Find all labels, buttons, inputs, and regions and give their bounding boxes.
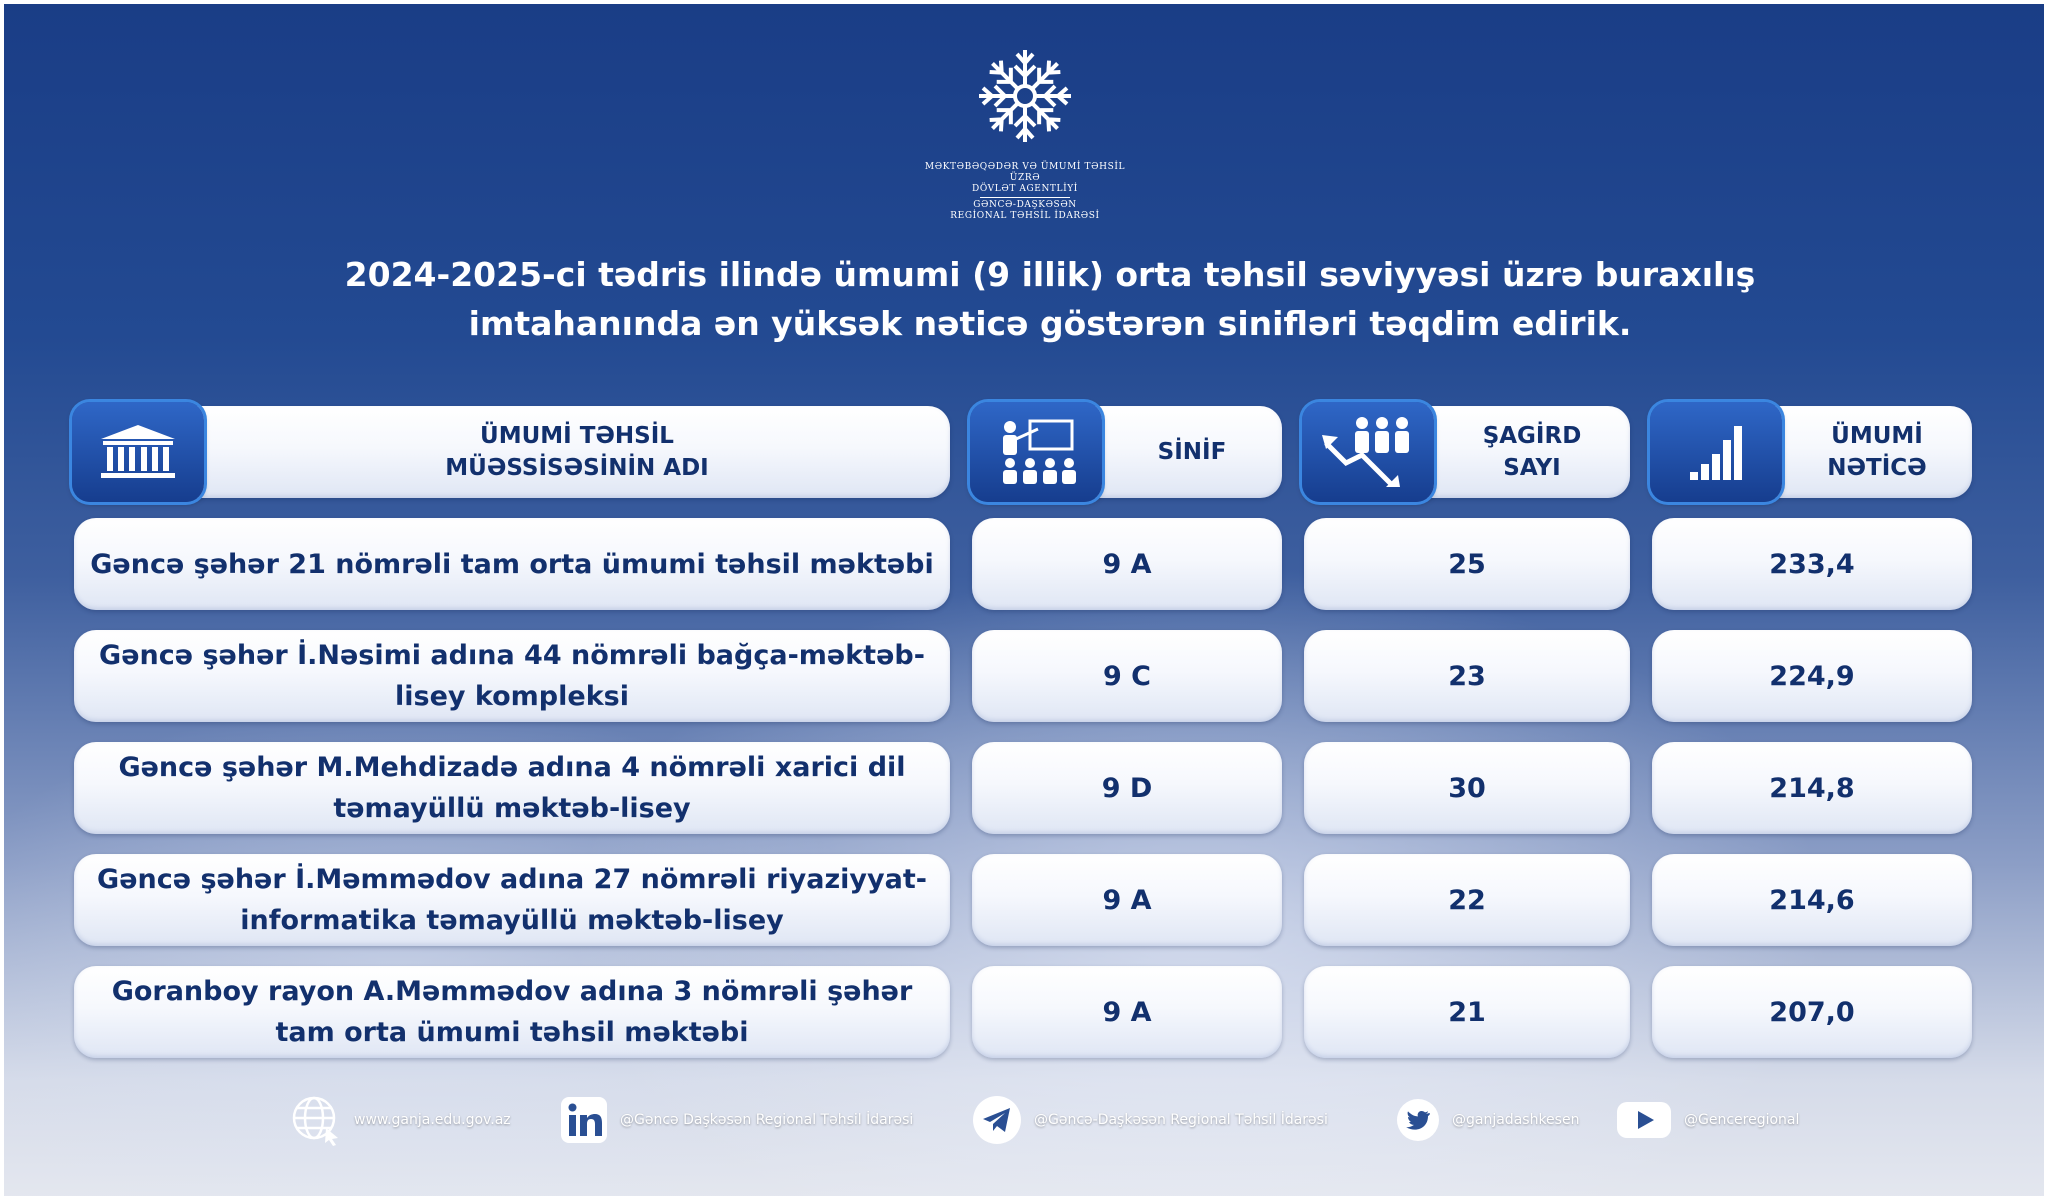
school-name-line1: Gəncə şəhər 21 nömrəli tam orta ümumi təhsil məktəbi — [90, 548, 934, 580]
school-name — [97, 859, 927, 941]
agency-region-line2: REGİONAL TƏHSİL İDARƏSİ — [950, 211, 1100, 221]
table-cell-students — [1304, 966, 1630, 1058]
table-cell-students — [1304, 742, 1630, 834]
header-school — [74, 406, 950, 498]
school-name-line2: lisey kompleksi — [395, 681, 629, 712]
school-name-line2: tam orta ümumi təhsil məktəbi — [275, 1017, 749, 1048]
header-students-line1: ŞAGİRD — [1482, 423, 1582, 449]
school-name — [112, 971, 913, 1053]
telegram-icon — [972, 1095, 1022, 1145]
students-chart-icon — [1302, 402, 1434, 502]
school-name-line1: Goranboy rayon A.Məmmədov adına 3 nömrəli şəhər — [111, 976, 913, 1007]
title-line-2: imtahanında ən yüksək nəticə göstərən sinifləri təqdim edirik. — [468, 304, 1632, 343]
table-cell-result — [1652, 742, 1972, 834]
linkedin-icon — [560, 1096, 608, 1144]
result-value: 233,4 — [1769, 548, 1855, 580]
bar-chart-icon — [1650, 402, 1782, 502]
table-cell-students — [1304, 630, 1630, 722]
table-cell-school — [74, 518, 950, 610]
result-value: 214,8 — [1769, 772, 1855, 804]
school-name-line1: Gəncə şəhər M.Mehdizadə adına 4 nömrəli xarici dil — [118, 752, 906, 783]
table-cell-result — [1652, 518, 1972, 610]
header-class — [972, 406, 1282, 498]
youtube-icon — [1616, 1100, 1672, 1140]
footer-website[interactable] — [290, 1090, 511, 1150]
telegram-text: @Gəncə-Daşkəsən Regional Təhsil İdarəsi — [1034, 1112, 1328, 1128]
table-cell-school — [74, 854, 950, 946]
students-value: 25 — [1448, 548, 1486, 580]
table-cell-class — [972, 518, 1282, 610]
twitter-text: @ganjadashkesen — [1452, 1112, 1580, 1128]
header-class-label: SİNİF — [1157, 439, 1227, 465]
students-value: 21 — [1448, 996, 1486, 1028]
header-school-line1: ÜMUMİ TƏHSİL — [480, 423, 674, 449]
class-value: 9 A — [1102, 884, 1152, 916]
students-value: 30 — [1448, 772, 1486, 804]
header-result-line2: NƏTİCƏ — [1827, 455, 1927, 481]
class-value: 9 A — [1102, 548, 1152, 580]
twitter-icon — [1396, 1098, 1440, 1142]
result-value: 224,9 — [1769, 660, 1855, 692]
table-cell-students — [1304, 854, 1630, 946]
youtube-text: @Genceregional — [1684, 1112, 1800, 1128]
agency-name-line2: DÖVLƏT AGENTLİYİ — [972, 184, 1078, 194]
website-text: www.ganja.edu.gov.az — [354, 1112, 511, 1128]
class-value: 9 A — [1102, 996, 1152, 1028]
students-value: 22 — [1448, 884, 1486, 916]
title-line-1: 2024-2025-ci tədris ilində ümumi (9 illik) orta təhsil səviyyəsi üzrə buraxılış — [344, 255, 1756, 294]
page-title — [250, 250, 1850, 348]
class-value: 9 C — [1102, 660, 1151, 692]
header-result-line1: ÜMUMİ — [1831, 423, 1923, 449]
table-cell-class — [972, 966, 1282, 1058]
header-school-line2: MÜƏSSİSƏSİNİN ADI — [445, 455, 709, 481]
school-name — [90, 544, 934, 585]
footer-linkedin[interactable] — [560, 1090, 913, 1150]
logo-divider — [980, 197, 1070, 198]
result-value: 214,6 — [1769, 884, 1855, 916]
school-name — [99, 635, 925, 717]
class-value: 9 D — [1101, 772, 1153, 804]
table-cell-result — [1652, 966, 1972, 1058]
school-building-icon — [72, 402, 204, 502]
school-name-line1: Gəncə şəhər İ.Nəsimi adına 44 nömrəli bağça-məktəb- — [99, 640, 925, 671]
agency-name-line1: MƏKTƏBƏQƏDƏR VƏ ÜMUMİ TƏHSİL ÜZRƏ — [924, 162, 1126, 183]
table-cell-school — [74, 966, 950, 1058]
table-cell-class — [972, 742, 1282, 834]
school-name-line2: informatika təmayüllü məktəb-lisey — [240, 905, 784, 936]
header-students-line2: SAYI — [1503, 455, 1561, 481]
table-cell-class — [972, 854, 1282, 946]
table-cell-students — [1304, 518, 1630, 610]
agency-region-line1: GƏNCƏ-DAŞKƏSƏN — [973, 200, 1077, 210]
table-cell-class — [972, 630, 1282, 722]
school-name-line1: Gəncə şəhər İ.Məmmədov adına 27 nömrəli riyaziyyat- — [97, 864, 927, 895]
footer-links — [0, 1090, 2048, 1150]
header-result — [1652, 406, 1972, 498]
students-value: 23 — [1448, 660, 1486, 692]
globe-icon — [290, 1094, 342, 1146]
table-cell-result — [1652, 854, 1972, 946]
table-cell-result — [1652, 630, 1972, 722]
footer-youtube[interactable] — [1616, 1090, 1799, 1150]
snowflake-emblem-icon — [969, 40, 1081, 152]
table-cell-school — [74, 742, 950, 834]
school-name-line2: təmayüllü məktəb-lisey — [333, 793, 691, 824]
agency-logo — [920, 40, 1130, 222]
table-cell-school — [74, 630, 950, 722]
linkedin-text: @Gəncə Daşkəsən Regional Təhsil İdarəsi — [620, 1112, 914, 1128]
footer-twitter[interactable] — [1396, 1090, 1579, 1150]
result-value: 207,0 — [1769, 996, 1855, 1028]
school-name — [118, 747, 905, 829]
classroom-teacher-icon — [970, 402, 1102, 502]
footer-telegram[interactable] — [972, 1090, 1328, 1150]
header-students — [1304, 406, 1630, 498]
